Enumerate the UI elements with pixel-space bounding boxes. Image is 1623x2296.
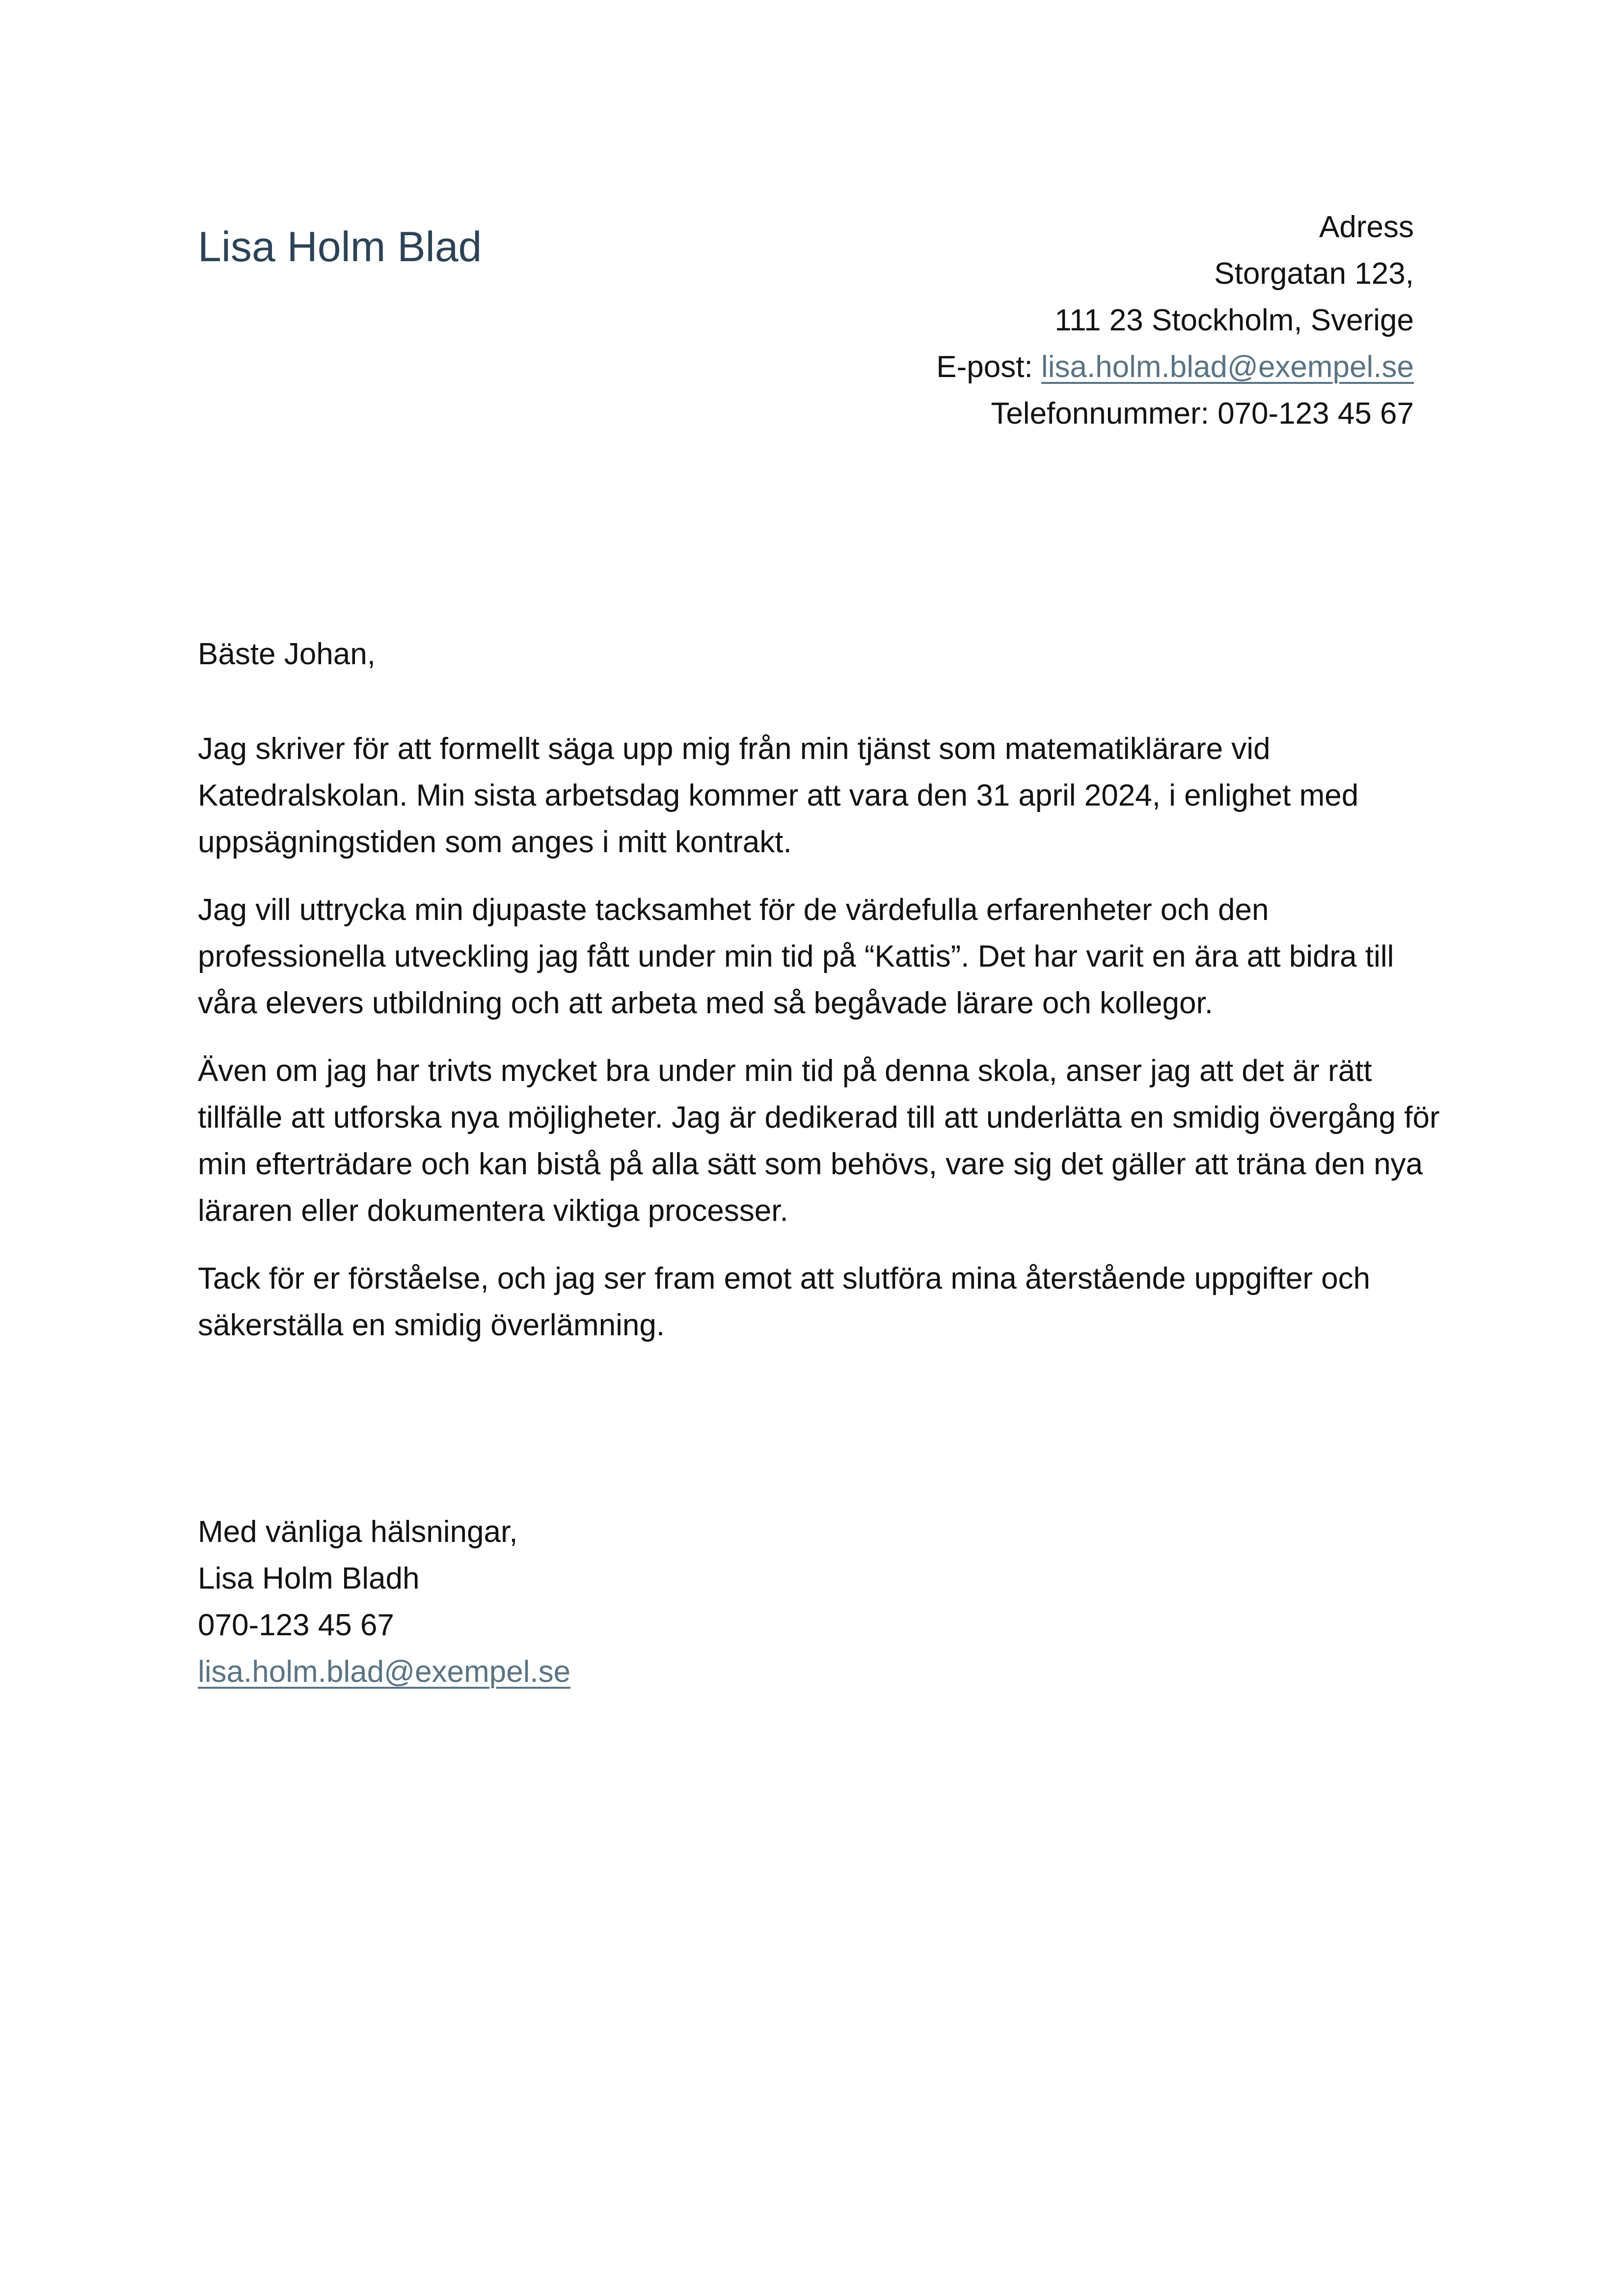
address-street: Storgatan 123,	[1214, 257, 1414, 291]
sender-address-block	[936, 204, 1414, 437]
email-label: E-post:	[936, 350, 1041, 384]
sender-name: Lisa Holm Blad	[198, 223, 482, 270]
signature-phone: 070-123 45 67	[198, 1608, 394, 1642]
signature-block	[198, 1509, 1445, 1695]
paragraph-4: Tack för er förståelse, och jag ser fram emot att slutföra mina återstående uppgifter och säkerställa en smidig överlämning.	[198, 1262, 1371, 1342]
address-label: Adress	[1319, 210, 1414, 244]
letter-body	[198, 726, 1445, 1370]
paragraph-2: Jag vill uttrycka min djupaste tacksamhet för de värdefulla erfarenheter och den professionella utveckling jag fått under min tid på “Kattis”. Det har varit en ära att bidra till våra elevers utbildning och att arbeta med så begåvade lärare och kollegor.	[198, 893, 1394, 1020]
email-line	[936, 344, 1414, 390]
greeting: Bäste Johan,	[198, 637, 376, 671]
header-email-link[interactable]: lisa.holm.blad@exempel.se	[1041, 350, 1414, 384]
address-city: 111 23 Stockholm, Sverige	[1055, 303, 1414, 337]
signature-email-link[interactable]: lisa.holm.blad@exempel.se	[198, 1655, 571, 1689]
phone-line: Telefonnummer: 070-123 45 67	[991, 397, 1414, 431]
signature-email-line	[198, 1648, 1445, 1695]
paragraph-3: Även om jag har trivts mycket bra under min tid på denna skola, anser jag att det är rätt tillfälle att utforska nya möjligheter. Jag är dedikerad till att underlätta en smidig övergång för min efterträdare och kan bistå på alla sätt som behövs, vare sig det gäller att träna den nya läraren eller dokumentera viktiga processer.	[198, 1054, 1440, 1228]
paragraph-1: Jag skriver för att formellt säga upp mig från min tjänst som matematiklärare vid Katedralskolan. Min sista arbetsdag kommer att vara den 31 april 2024, i enlighet med uppsägningstiden som anges i mitt kontrakt.	[198, 732, 1359, 859]
signature-name: Lisa Holm Bladh	[198, 1562, 420, 1595]
closing: Med vänliga hälsningar,	[198, 1515, 518, 1549]
